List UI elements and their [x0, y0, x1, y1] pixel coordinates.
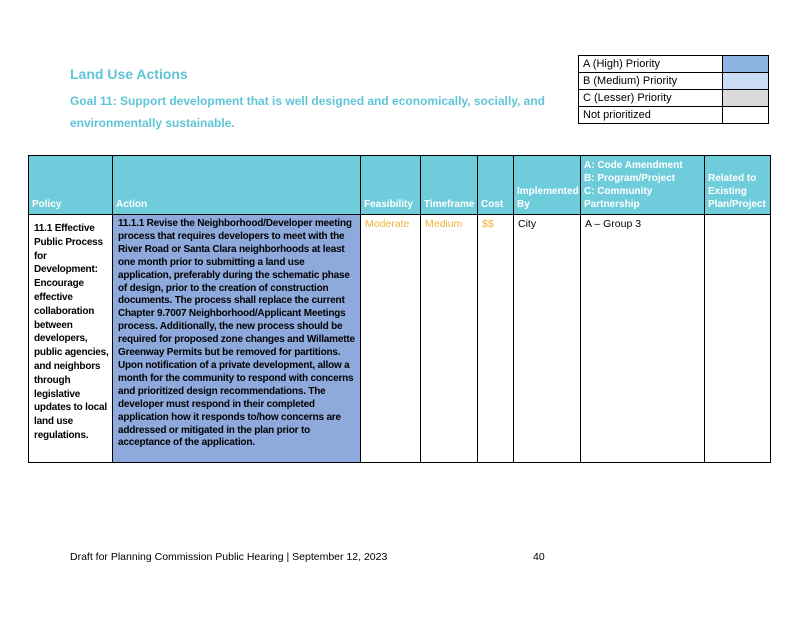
related-header-line-1: Related to — [708, 173, 757, 184]
legend-label-none: Not prioritized — [579, 107, 723, 124]
abc-header-line-b: B: Program/Project — [584, 173, 676, 184]
legend-label-a: A (High) Priority — [579, 56, 723, 73]
related-plan-cell — [705, 215, 771, 463]
action-cell: 11.1.1 Revise the Neighborhood/Developer meeting process that requires developers to meet with the River Road or Santa Clara neighborhoods at least one month prior to submitting a land use application, preferably during the schematic phase of design, prior to the creation of construction documents. The process shall replace the current Chapter 9.7007 Neighborhood/Applicant Meetings process. Additionally, the new process should be required for proposed zone changes and Willamette Greenway Permits but be removed for partitions. Upon notification of a private development, allow a month for the community to respond with concerns and prioritized design recommendations. The developer must respond in their completed application how it responds to/how concerns are addressed or mitigated in the plan prior to acceptance of the application. — [113, 215, 361, 463]
actions-table — [28, 155, 771, 463]
legend-label-b: B (Medium) Priority — [579, 73, 723, 90]
legend-row-none — [579, 107, 769, 124]
cost-cell: $$ — [478, 215, 514, 463]
page-number: 40 — [533, 551, 545, 563]
related-header-line-2: Existing — [708, 186, 747, 197]
abc-header-line-c: C: Community Partnership — [584, 186, 653, 210]
legend-row-c — [579, 90, 769, 107]
abc-header-line-a: A: Code Amendment — [584, 160, 683, 171]
table-row — [29, 215, 771, 463]
column-header-cost: Cost — [478, 156, 514, 215]
feasibility-cell: Moderate — [361, 215, 421, 463]
related-header-line-3: Plan/Project — [708, 199, 766, 210]
page-title: Land Use Actions — [70, 66, 188, 82]
abc-category-cell: A – Group 3 — [581, 215, 705, 463]
priority-legend — [578, 55, 769, 124]
legend-row-a — [579, 56, 769, 73]
column-header-abc-categories — [581, 156, 705, 215]
legend-row-b — [579, 73, 769, 90]
column-header-timeframe: Timeframe — [421, 156, 478, 215]
column-header-action: Action — [113, 156, 361, 215]
goal-line-2: environmentally sustainable. — [70, 116, 235, 130]
column-header-policy: Policy — [29, 156, 113, 215]
implemented-by-cell: City — [514, 215, 581, 463]
column-header-related-plan — [705, 156, 771, 215]
column-header-feasibility: Feasibility — [361, 156, 421, 215]
legend-swatch-a — [723, 56, 769, 73]
goal-line-1: Goal 11: Support development that is well designed and economically, socially, and — [70, 94, 546, 108]
legend-swatch-none — [723, 107, 769, 124]
column-header-implemented-by: Implemented By — [514, 156, 581, 215]
footer-text: Draft for Planning Commission Public Hearing | September 12, 2023 — [70, 551, 388, 563]
actions-table-header-row — [29, 156, 771, 215]
legend-swatch-c — [723, 90, 769, 107]
legend-swatch-b — [723, 73, 769, 90]
policy-cell: 11.1 Effective Public Process for Development: Encourage effective collaboration between developers, public agencies, and neighbors through legislative updates to local land use regulations. — [29, 215, 113, 463]
timeframe-cell: Medium — [421, 215, 478, 463]
legend-label-c: C (Lesser) Priority — [579, 90, 723, 107]
